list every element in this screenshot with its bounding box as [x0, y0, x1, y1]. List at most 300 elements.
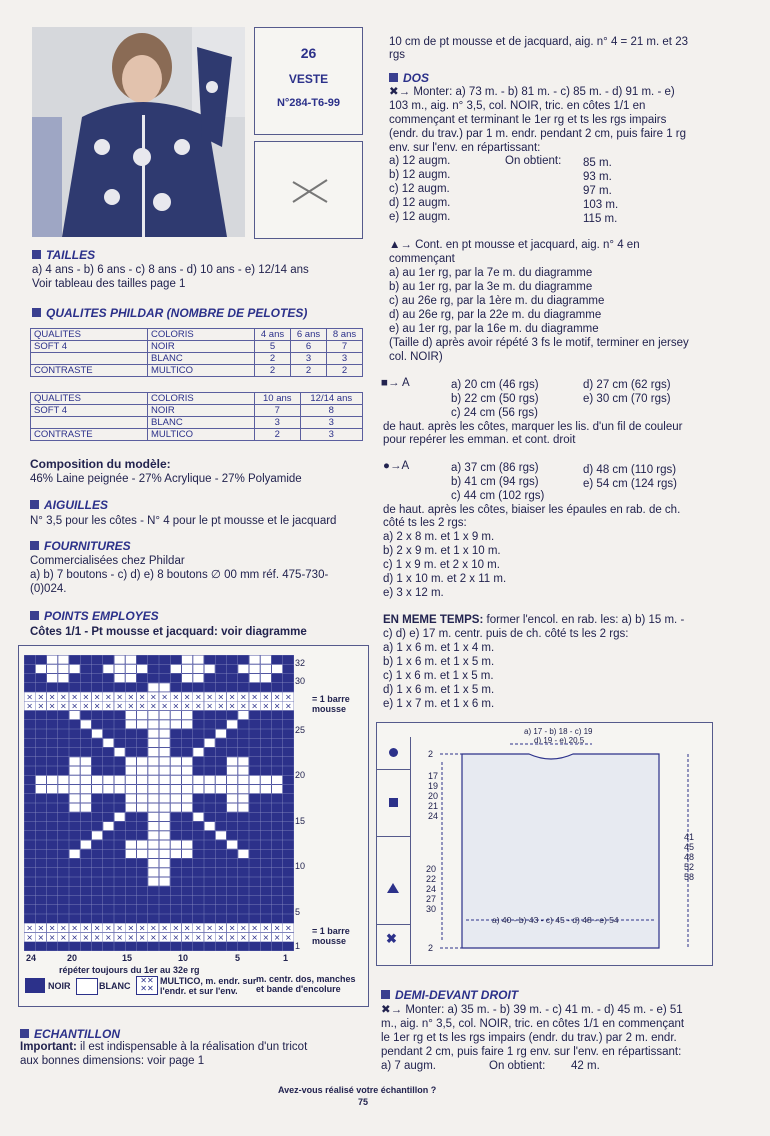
cross-mark: ×: [138, 932, 146, 942]
two-bottom: 2: [428, 943, 434, 953]
table-cell: [31, 417, 148, 429]
blanc-cell: [205, 822, 215, 830]
blanc-cell: [36, 785, 46, 793]
blanc-cell: [227, 757, 237, 765]
tailles-line1: a) 4 ans - b) 6 ans - c) 8 ans - d) 10 ans - e) 12/14 ans: [32, 264, 309, 276]
bullet-icon: [381, 990, 390, 999]
cross-mark: ×: [285, 701, 292, 711]
blanc-cell: [103, 739, 113, 747]
two-top: 2: [428, 749, 434, 759]
cross-mark: ×: [26, 923, 33, 933]
blanc-cell: [193, 776, 203, 784]
photo-child-cardigan: [32, 27, 245, 237]
points-title: POINTS EMPLOYES: [30, 609, 159, 623]
qualites-title: QUALITES PHILDAR (NOMBRE DE PELOTES): [32, 306, 307, 320]
cross-mark: ×: [105, 692, 112, 702]
cross-mark: ×: [161, 692, 168, 702]
emt-line0: [383, 614, 684, 628]
cross-mark: ×: [48, 692, 56, 702]
table-cell: 6: [291, 341, 327, 353]
col-label-20: 20: [67, 953, 78, 963]
dos-p2-2: a) au 1er rg, par la 7e m. du diagramme: [389, 267, 593, 279]
cross-mark: ×: [150, 923, 157, 933]
left-lower-3: 27: [426, 894, 437, 904]
bullet-icon: [389, 73, 398, 82]
cross-mark: ×: [105, 923, 112, 933]
dd-line0: ✖→ Monter: a) 35 m. - b) 39 m. - c) 41 m. - d) 45 m. - e) 51: [381, 1004, 683, 1016]
sqA-c: c) 24 cm (56 rgs): [451, 407, 538, 419]
cross-mark: ×: [48, 923, 56, 933]
blanc-cell: [182, 776, 192, 784]
cross-mark: ×: [251, 692, 258, 702]
blanc-cell: [47, 665, 57, 673]
blanc-cell: [261, 785, 271, 793]
table-cell: 2: [255, 429, 301, 441]
col-label-15: 15: [122, 953, 133, 963]
cross-mark: ×: [228, 701, 236, 711]
fournitures-line3: (0)024.: [30, 583, 67, 595]
blanc-cell: [216, 831, 226, 839]
blanc-cell: [250, 665, 260, 673]
dos-p1-0: ✖→ Monter: a) 73 m. - b) 81 m. - c) 85 m. - d) 91 m. - e): [389, 86, 675, 98]
cross-mark: ×: [195, 923, 202, 933]
model-ref: N°284-T6-99: [276, 97, 341, 109]
cross-mark: ×: [251, 932, 258, 942]
table-cell: MULTICO: [148, 365, 255, 377]
table-row: [31, 405, 363, 417]
cross-mark: ×: [105, 932, 112, 942]
dos-p2-4: c) au 26e rg, par la 1ère m. du diagramme: [389, 295, 605, 307]
blanc-cell: [227, 785, 237, 793]
dos-p4-6: e) 3 x 12 m.: [383, 587, 444, 599]
cross-mark: ×: [217, 923, 225, 933]
dos-p2-6: e) au 1er rg, par la 16e m. du diagramme: [389, 323, 599, 335]
cross-icon: ✖: [386, 931, 397, 946]
blanc-cell: [182, 841, 192, 849]
blanc-cell: [137, 665, 147, 673]
blanc-cell: [238, 804, 248, 812]
table-row: [31, 353, 363, 365]
table-cell: CONTRASTE: [31, 429, 148, 441]
table-cell: 3: [255, 417, 301, 429]
dd-last-a: a) 7 augm.: [381, 1060, 436, 1072]
blanc-cell: [160, 804, 170, 812]
blanc-cell: [148, 767, 158, 775]
left-lower-4: 30: [426, 904, 437, 914]
blanc-cell: [137, 720, 147, 728]
barre-mousse-bottom: = 1 barre mousse: [312, 926, 350, 946]
blanc-cell: [137, 711, 147, 719]
blanc-cell: [216, 776, 226, 784]
dos-p4-5: d) 1 x 10 m. et 2 x 11 m.: [383, 573, 507, 585]
blanc-cell: [47, 776, 57, 784]
blanc-cell: [148, 878, 158, 886]
table-cell: 3: [327, 353, 363, 365]
blanc-cell: [160, 822, 170, 830]
multico-x-icon: ✕✕ ✕✕: [140, 976, 154, 993]
cross-mark: ×: [105, 701, 112, 711]
cross-mark: ×: [240, 932, 247, 942]
result-e: 115 m.: [583, 213, 618, 225]
demi-devant-title: DEMI-DEVANT DROIT: [381, 988, 518, 1002]
blanc-cell: [148, 748, 158, 756]
blanc-cell: [148, 813, 158, 821]
right-3: 52: [684, 862, 695, 872]
blanc-cell: [103, 665, 113, 673]
cross-mark: ×: [93, 701, 101, 711]
augm-e: e) 12 augm.: [389, 211, 451, 223]
cross-mark: ×: [228, 692, 236, 702]
blanc-cell: [81, 785, 91, 793]
blanc-cell: [171, 776, 181, 784]
blanc-cell: [227, 794, 237, 802]
blanc-cell: [160, 711, 170, 719]
cross-mark: ×: [138, 923, 146, 933]
right-0: 41: [684, 832, 695, 842]
table-row: [31, 365, 363, 377]
cross-mark: ×: [26, 692, 33, 702]
sqA-d: d) 27 cm (62 rgs): [583, 379, 671, 391]
dos-p1-2: commençant et terminant le 1er rg et ts les rgs impairs: [389, 114, 667, 126]
blanc-cell: [70, 785, 80, 793]
blanc-cell: [238, 776, 248, 784]
blanc-cell: [148, 794, 158, 802]
blanc-cell: [148, 739, 158, 747]
blanc-cell: [261, 656, 271, 664]
cross-mark: ×: [82, 692, 90, 702]
cross-mark: ×: [183, 701, 191, 711]
blanc-cell: [250, 776, 260, 784]
blanc-cell: [272, 665, 282, 673]
dd-line3: pendant 2 cm, puis faire 1 rg env. sur l'env. en répartissant:: [381, 1046, 682, 1058]
table-cell: 3: [291, 353, 327, 365]
blanc-cell: [58, 656, 68, 664]
echantillon-line2: aux bonnes dimensions: voir page 1: [20, 1055, 205, 1067]
blanc-cell: [216, 730, 226, 738]
legend-multico: MULTICO, m. endr. sur l'endr. et sur l'env.: [160, 976, 257, 996]
result-c: 97 m.: [583, 185, 612, 197]
cross-mark: ×: [82, 923, 90, 933]
left-lower-1: 22: [426, 874, 437, 884]
dos-p1-1: 103 m., aig. n° 3,5, col. NOIR, tric. en côtes 1/1 en: [389, 100, 646, 112]
dd-last-c: 42 m.: [571, 1060, 600, 1072]
neck-width-1: a) 17 - b) 18 - c) 19: [524, 727, 593, 736]
table-cell: NOIR: [148, 405, 255, 417]
bullet-icon: [32, 308, 41, 317]
cross-mark: ×: [206, 701, 213, 711]
tailles-title: TAILLES: [32, 248, 95, 262]
th-qualites: QUALITES: [31, 329, 148, 341]
cross-mark: ×: [93, 923, 101, 933]
ciA-a: a) 37 cm (86 rgs): [451, 462, 539, 474]
blanc-cell: [148, 720, 158, 728]
square-marker-A: ■→ A: [381, 377, 410, 389]
blanc-cell: [250, 674, 260, 682]
cross-mark: ×: [48, 701, 56, 711]
dos-p2-8: col. NOIR): [389, 351, 443, 363]
blanc-cell: [148, 776, 158, 784]
cross-mark: ×: [71, 932, 78, 942]
result-d: 103 m.: [583, 199, 619, 211]
cross-mark: ×: [172, 923, 180, 933]
cross-mark: ×: [150, 692, 157, 702]
blanc-cell: [70, 850, 80, 858]
blanc-cell: [115, 656, 125, 664]
blanc-cell: [115, 785, 125, 793]
blanc-cell: [148, 841, 158, 849]
right-2: 48: [684, 852, 695, 862]
cross-mark: ×: [262, 692, 270, 702]
blanc-cell: [160, 859, 170, 867]
blanc-cell: [205, 665, 215, 673]
legend-multico-swatch: [136, 976, 158, 995]
chart-label-25: 25: [295, 725, 306, 735]
cross-mark: ×: [138, 701, 146, 711]
cross-mark: ×: [273, 692, 281, 702]
blanc-cell: [160, 813, 170, 821]
composition-text: 46% Laine peignée - 27% Acrylique - 27% Polyamide: [30, 473, 302, 485]
blanc-cell: [171, 767, 181, 775]
blanc-cell: [126, 665, 136, 673]
augm-b: b) 12 augm.: [389, 169, 451, 181]
augm-c: c) 12 augm.: [389, 183, 450, 195]
cross-mark: ×: [195, 701, 202, 711]
bullet-icon: [30, 611, 39, 620]
blanc-cell: [148, 868, 158, 876]
composition-title: Composition du modèle:: [30, 457, 171, 471]
qualites-table-2: [30, 392, 363, 441]
cross-mark: ×: [183, 692, 191, 702]
table-cell: 2: [255, 353, 291, 365]
gauge-line1: 10 cm de pt mousse et de jacquard, aig. n° 4 = 21 m. et 23: [389, 36, 688, 48]
barre-mousse-top: = 1 barre mousse: [312, 694, 350, 714]
important-label: Important:: [20, 1041, 77, 1053]
dos-p2-3: b) au 1er rg, par la 3e m. du diagramme: [389, 281, 593, 293]
aiguilles-title: AIGUILLES: [30, 498, 108, 512]
cross-mark: ×: [228, 923, 236, 933]
blanc-cell: [160, 720, 170, 728]
cross-mark: ×: [172, 692, 180, 702]
table-cell: SOFT 4: [31, 405, 148, 417]
blanc-cell: [58, 674, 68, 682]
dos-p4-3: b) 2 x 9 m. et 1 x 10 m.: [383, 545, 501, 557]
table-cell: CONTRASTE: [31, 365, 148, 377]
table-cell: BLANC: [148, 417, 255, 429]
th-size: 8 ans: [327, 329, 363, 341]
cross-mark: ×: [206, 932, 213, 942]
table-cell: NOIR: [148, 341, 255, 353]
augm-d: d) 12 augm.: [389, 197, 451, 209]
bullet-icon: [30, 500, 39, 509]
blanc-cell: [148, 683, 158, 691]
blanc-cell: [47, 656, 57, 664]
cross-mark: ×: [273, 932, 281, 942]
blanc-cell: [148, 730, 158, 738]
blanc-cell: [126, 776, 136, 784]
table-cell: 7: [327, 341, 363, 353]
footer-question: Avez-vous réalisé votre échantillon ?: [278, 1085, 437, 1095]
blanc-cell: [103, 785, 113, 793]
cross-mark: ×: [172, 701, 180, 711]
blanc-cell: [137, 785, 147, 793]
model-type: VESTE: [288, 72, 329, 86]
table-row: [31, 341, 363, 353]
bullet-icon: [30, 541, 39, 550]
th-size: 6 ans: [291, 329, 327, 341]
blanc-cell: [250, 785, 260, 793]
blanc-cell: [81, 804, 91, 812]
blanc-cell: [238, 767, 248, 775]
result-a: 85 m.: [583, 157, 612, 169]
blanc-cell: [182, 665, 192, 673]
blanc-cell: [58, 776, 68, 784]
blanc-cell: [171, 720, 181, 728]
col-label-5: 5: [235, 953, 241, 963]
col-label-24: 24: [26, 953, 37, 963]
chart-label-15: 15: [295, 816, 306, 826]
ciA-b: b) 41 cm (94 rgs): [451, 476, 539, 488]
blanc-cell: [148, 711, 158, 719]
blanc-cell: [160, 868, 170, 876]
cross-mark: ×: [127, 701, 135, 711]
augm-a: a) 12 augm.: [389, 155, 451, 167]
blanc-cell: [250, 656, 260, 664]
blanc-cell: [148, 822, 158, 830]
blanc-cell: [171, 665, 181, 673]
legend-noir-swatch: [25, 978, 45, 993]
left-upper-3: 21: [428, 801, 439, 811]
blanc-cell: [182, 850, 192, 858]
cross-mark: ×: [150, 701, 157, 711]
cross-mark: ×: [161, 932, 168, 942]
blanc-cell: [182, 711, 192, 719]
blanc-cell: [182, 757, 192, 765]
qualites-table-1: [30, 328, 363, 377]
blanc-cell: [137, 804, 147, 812]
blanc-cell: [182, 720, 192, 728]
table-cell: 3: [300, 429, 362, 441]
dos-p2-5: d) au 26e rg, par la 22e m. du diagramme: [389, 309, 602, 321]
cross-mark: ×: [240, 701, 247, 711]
blanc-cell: [227, 776, 237, 784]
cross-mark: ×: [71, 692, 78, 702]
blanc-cell: [261, 674, 271, 682]
photo-illustration: [32, 27, 245, 237]
width-bottom: a) 40 - b) 43 - c) 45 - d) 48 - e) 54: [492, 915, 619, 925]
left-upper-4: 24: [428, 811, 439, 821]
left-upper-0: 17: [428, 771, 439, 781]
tailles-line2: Voir tableau des tailles page 1: [32, 278, 186, 290]
blanc-cell: [193, 656, 203, 664]
blanc-cell: [81, 757, 91, 765]
blanc-cell: [126, 656, 136, 664]
cross-mark: ×: [273, 701, 281, 711]
blanc-cell: [171, 785, 181, 793]
cross-mark: ×: [60, 923, 67, 933]
blanc-cell: [193, 674, 203, 682]
blanc-cell: [70, 711, 80, 719]
cross-mark: ×: [161, 923, 168, 933]
blanc-cell: [160, 757, 170, 765]
table-cell: 7: [255, 405, 301, 417]
cross-mark: ×: [116, 932, 123, 942]
cross-mark: ×: [183, 932, 191, 942]
cross-mark: ×: [251, 923, 258, 933]
cross-mark: ×: [60, 701, 67, 711]
blanc-cell: [171, 841, 181, 849]
centre-note: m. centr. dos, manches et bande d'encolure: [256, 974, 356, 994]
dd-line2: le 1er rg et ts les rgs impairs (endr. du trav.) par 2 m. endr.: [381, 1032, 677, 1044]
blanc-cell: [227, 767, 237, 775]
blanc-cell: [115, 674, 125, 682]
dos-p1-3: (endr. du trav.) par 1 m. endr. pendant 2 cm, puis faire 1 rg: [389, 128, 687, 140]
ciA-c: c) 44 cm (102 rgs): [451, 490, 545, 502]
blanc-cell: [126, 757, 136, 765]
blanc-cell: [137, 757, 147, 765]
blanc-cell: [70, 757, 80, 765]
blanc-cell: [47, 785, 57, 793]
blanc-cell: [92, 831, 102, 839]
cross-mark: ×: [138, 692, 146, 702]
blanc-cell: [205, 776, 215, 784]
cross-mark: ×: [82, 701, 90, 711]
cross-mark: ×: [228, 932, 236, 942]
blanc-cell: [148, 859, 158, 867]
cross-mark: ×: [26, 932, 33, 942]
sqA-a: a) 20 cm (46 rgs): [451, 379, 539, 391]
blanc-cell: [148, 757, 158, 765]
cross-mark: ×: [195, 932, 202, 942]
blanc-cell: [171, 794, 181, 802]
blanc-cell: [205, 785, 215, 793]
chart-label-30: 30: [295, 676, 306, 686]
aiguilles-text: N° 3,5 pour les côtes - N° 4 pour le pt mousse et le jacquard: [30, 515, 337, 527]
blanc-cell: [216, 785, 226, 793]
fournitures-line1: Commercialisées chez Phildar: [30, 555, 185, 567]
needles-box: [254, 141, 363, 239]
blanc-cell: [193, 785, 203, 793]
th-size: 12/14 ans: [300, 393, 362, 405]
ciA-d: d) 48 cm (110 rgs): [583, 464, 677, 476]
blanc-cell: [227, 804, 237, 812]
table-cell: BLANC: [148, 353, 255, 365]
dos-p2-1: commençant: [389, 253, 455, 265]
cross-mark: ×: [150, 932, 157, 942]
blanc-cell: [103, 822, 113, 830]
cross-mark: ×: [285, 923, 292, 933]
blanc-cell: [160, 776, 170, 784]
th-qualites: QUALITES: [31, 393, 148, 405]
dd-last-b: On obtient:: [489, 1060, 546, 1072]
cross-mark: ×: [60, 692, 67, 702]
blanc-cell: [137, 776, 147, 784]
left-lower-2: 24: [426, 884, 437, 894]
emt-line2: a) 1 x 6 m. et 1 x 4 m.: [383, 642, 495, 654]
cross-mark: ×: [161, 701, 168, 711]
table-cell: 3: [300, 417, 362, 429]
page-number: 75: [358, 1097, 369, 1107]
cross-mark: ×: [82, 932, 90, 942]
dos-p1-4: env. sur l'env. en répartissant:: [389, 142, 541, 154]
dos-p4-1: côté ts les 2 rgs:: [383, 517, 467, 529]
blanc-cell: [182, 804, 192, 812]
cross-mark: ×: [37, 932, 45, 942]
cross-mark: ×: [217, 692, 225, 702]
repeat-note: répéter toujours du 1er au 32e rg: [59, 965, 200, 975]
cross-mark: ×: [240, 923, 247, 933]
cross-mark: ×: [273, 923, 281, 933]
result-b: 93 m.: [583, 171, 612, 183]
